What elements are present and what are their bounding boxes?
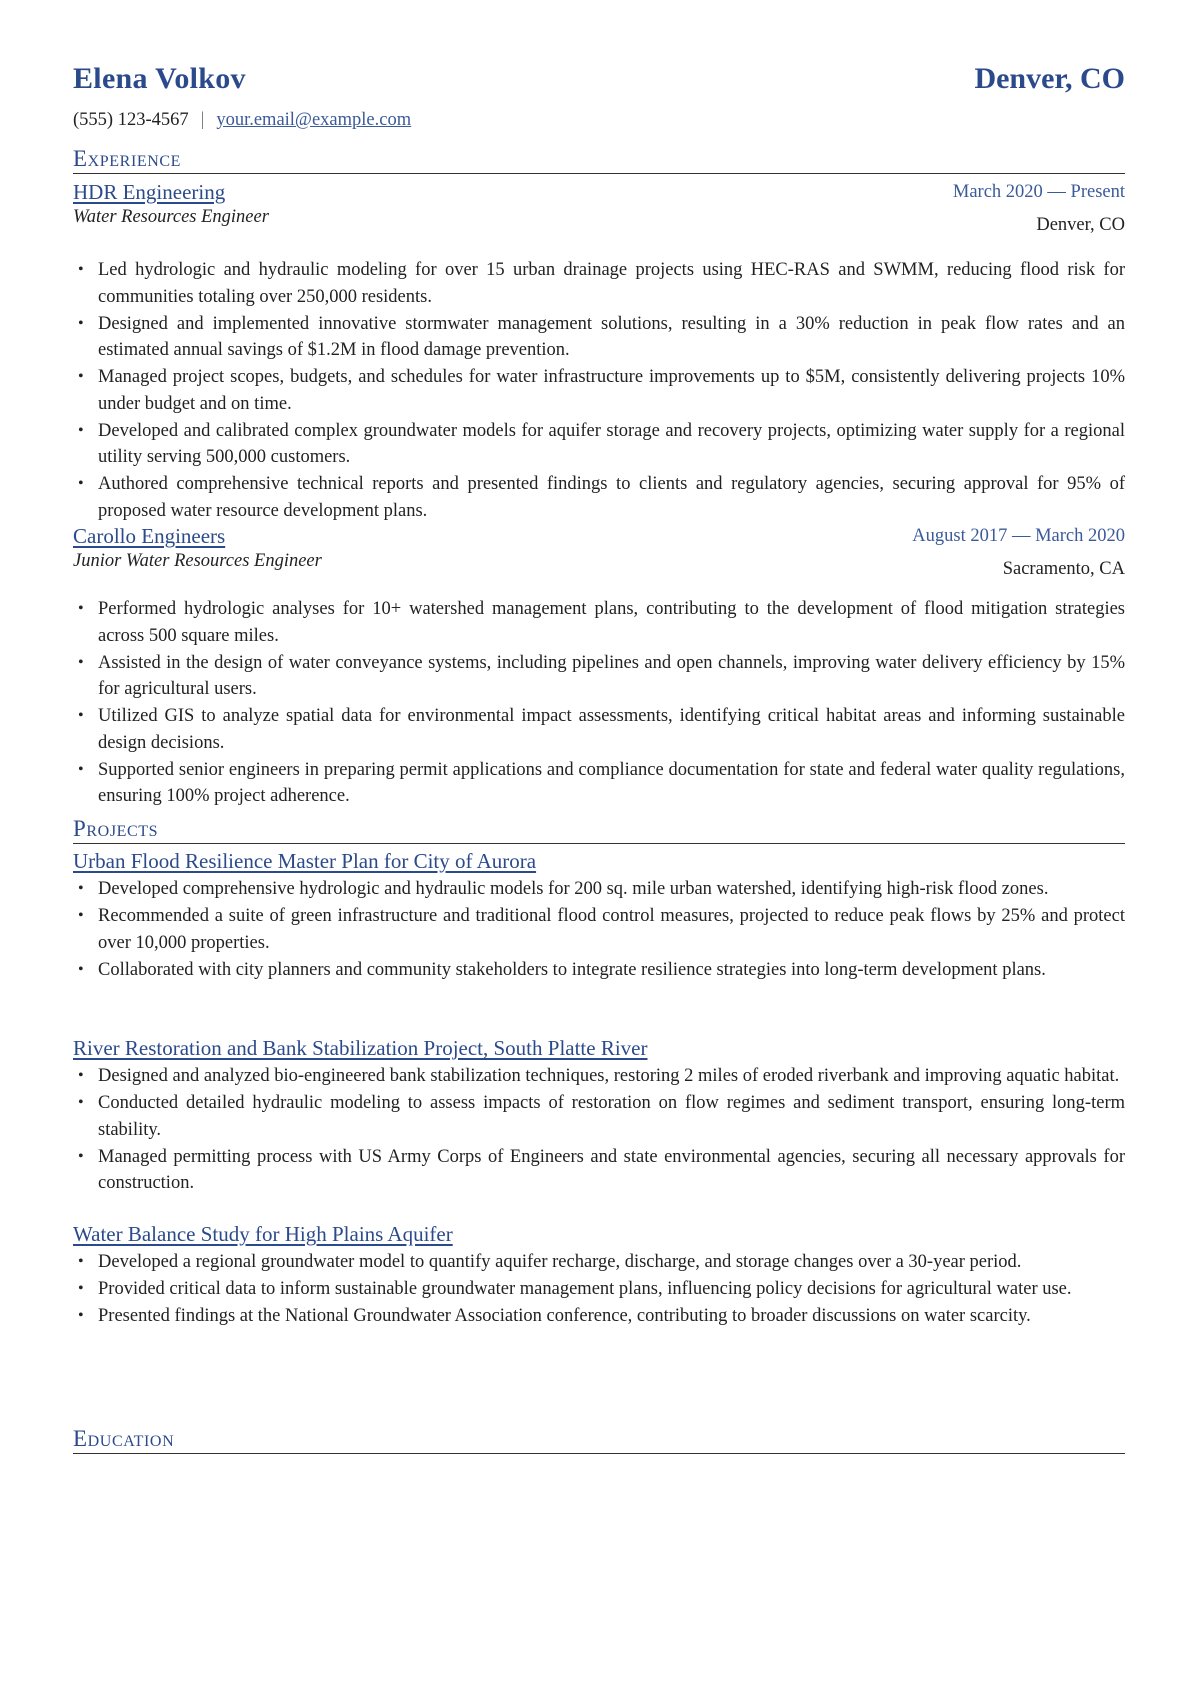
job-bullets-hdr xyxy=(73,257,1125,525)
company-link-carollo[interactable]: Carollo Engineers xyxy=(73,524,226,548)
job-role: Water Resources Engineer xyxy=(73,207,269,227)
list-item: • Collaborated with city planners and community stakeholders to integrate resilience strategies into long-term development plans. xyxy=(73,957,1125,984)
list-item: • Managed project scopes, budgets, and schedules for water infrastructure improvements up to $5M, consistently delivering projects 10% under budget and on time. xyxy=(73,364,1125,417)
list-item: • Led hydrologic and hydraulic modeling for over 15 urban drainage projects using HEC-RAS and SWMM, reducing flood risk for communities totaling over 250,000 residents. xyxy=(73,257,1125,310)
header xyxy=(73,62,1125,102)
project-link-south-platte[interactable]: River Restoration and Bank Stabilization Project, South Platte River xyxy=(73,1036,648,1060)
job-header-carollo xyxy=(73,524,1125,580)
project-bullets-south-platte xyxy=(73,1063,1125,1197)
section-experience-heading: Experience xyxy=(73,146,1125,174)
list-item: • Developed comprehensive hydrologic and hydraulic models for 200 sq. mile urban watershed, identifying high-risk flood zones. xyxy=(73,876,1125,903)
section-projects-heading: Projects xyxy=(73,816,1125,844)
list-item: • Authored comprehensive technical reports and presented findings to clients and regulatory agencies, securing approval for 95% of proposed water resource development plans. xyxy=(73,471,1125,524)
list-item: • Developed a regional groundwater model to quantify aquifer recharge, discharge, and storage changes over a 30-year period. xyxy=(73,1249,1125,1276)
project-bullets-high-plains xyxy=(73,1249,1125,1330)
list-item: • Utilized GIS to analyze spatial data for environmental impact assessments, identifying critical habitat areas and informing sustainable design decisions. xyxy=(73,703,1125,756)
list-item: • Supported senior engineers in preparing permit applications and compliance documentation for state and federal water quality regulations, ensuring 100% project adherence. xyxy=(73,757,1125,810)
email-link[interactable]: your.email@example.com xyxy=(216,110,412,130)
list-item: • Managed permitting process with US Army Corps of Engineers and state environmental agencies, securing all necessary approvals for construction. xyxy=(73,1144,1125,1197)
candidate-location: Denver, CO xyxy=(974,62,1125,95)
job-dates: August 2017 — March 2020 xyxy=(912,526,1125,546)
list-item: • Designed and analyzed bio-engineered bank stabilization techniques, restoring 2 miles of eroded riverbank and improving aquatic habitat. xyxy=(73,1063,1125,1090)
list-item: • Performed hydrologic analyses for 10+ watershed management plans, contributing to the development of flood mitigation strategies across 500 square miles. xyxy=(73,596,1125,649)
company-link-hdr[interactable]: HDR Engineering xyxy=(73,180,226,204)
list-item: • Designed and implemented innovative stormwater management solutions, resulting in a 30% reduction in peak flow rates and an estimated annual savings of $1.2M in flood damage prevention. xyxy=(73,311,1125,364)
candidate-name: Elena Volkov xyxy=(73,62,246,95)
job-location: Denver, CO xyxy=(1036,215,1125,235)
job-dates: March 2020 — Present xyxy=(952,182,1125,202)
list-item: • Conducted detailed hydraulic modeling to assess impacts of restoration on flow regimes and sediment transport, ensuring long-term stability. xyxy=(73,1090,1125,1143)
project-link-high-plains[interactable]: Water Balance Study for High Plains Aquifer xyxy=(73,1222,453,1246)
list-item: • Recommended a suite of green infrastructure and traditional flood control measures, projected to reduce peak flows by 25% and protect over 10,000 properties. xyxy=(73,903,1125,956)
project-link-aurora[interactable]: Urban Flood Resilience Master Plan for City of Aurora xyxy=(73,849,537,873)
project-bullets-aurora xyxy=(73,876,1125,984)
section-education-heading: Education xyxy=(73,1426,1125,1454)
contact-separator: | xyxy=(200,110,205,130)
list-item: • Presented findings at the National Groundwater Association conference, contributing to broader discussions on water scarcity. xyxy=(73,1303,1125,1330)
job-role: Junior Water Resources Engineer xyxy=(73,551,322,571)
job-header-hdr xyxy=(73,180,1125,236)
list-item: • Assisted in the design of water conveyance systems, including pipelines and open channels, improving water delivery efficiency by 15% for agricultural users. xyxy=(73,650,1125,703)
list-item: • Provided critical data to inform sustainable groundwater management plans, influencing policy decisions for agricultural water use. xyxy=(73,1276,1125,1303)
contact-line xyxy=(73,110,411,131)
job-location: Sacramento, CA xyxy=(1002,559,1125,579)
phone-number: (555) 123-4567 xyxy=(73,110,189,130)
job-bullets-carollo xyxy=(73,596,1125,810)
list-item: • Developed and calibrated complex groundwater models for aquifer storage and recovery projects, optimizing water supply for a regional utility serving 500,000 customers. xyxy=(73,418,1125,471)
